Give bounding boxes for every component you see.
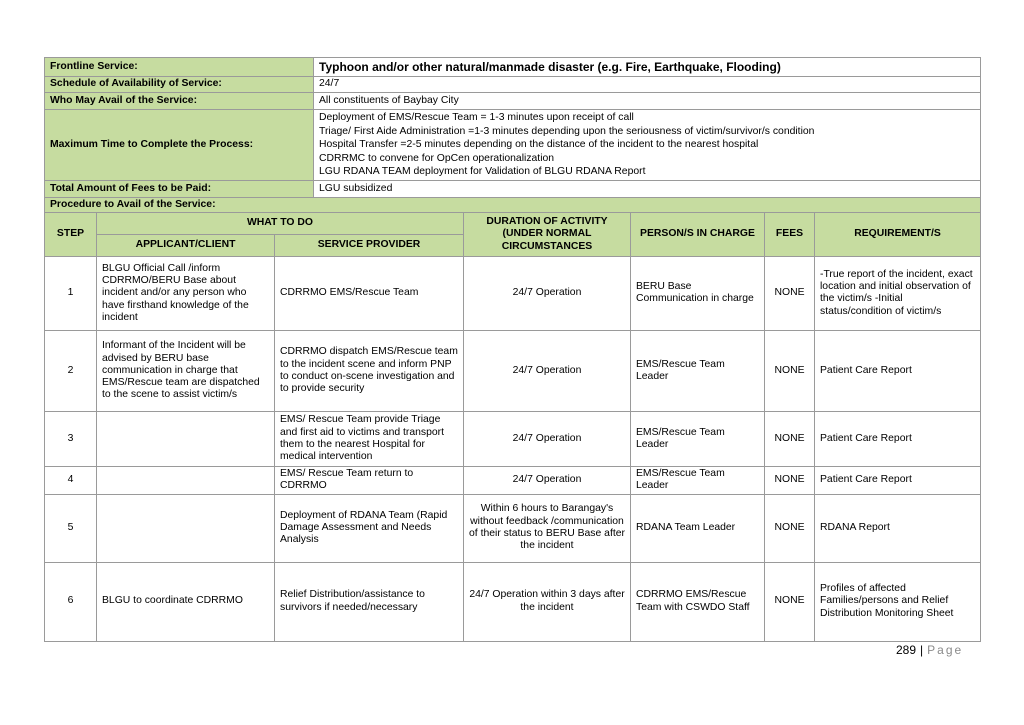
fees-cell: NONE [765, 411, 815, 466]
page-footer [896, 643, 963, 657]
applicant-cell: BLGU to coordinate CDRRMO [97, 562, 275, 641]
provider-cell: EMS/ Rescue Team return to CDRRMO [275, 466, 464, 494]
person-cell: BERU Base Communication in charge [631, 256, 765, 330]
step-number: 1 [45, 256, 97, 330]
max-time-label: Maximum Time to Complete the Process: [45, 110, 314, 181]
requirements-cell: Patient Care Report [815, 466, 981, 494]
step-number: 2 [45, 330, 97, 411]
applicant-cell: Informant of the Incident will be advised by BERU base communication in charge that EMS/Rescue team are dispatched to the scene to assist victim/s [97, 330, 275, 411]
max-time-line: CDRRMC to convene for OpCen operationalization [319, 152, 555, 164]
applicant-cell [97, 494, 275, 562]
provider-cell: Relief Distribution/assistance to survivors if needed/necessary [275, 562, 464, 641]
applicant-cell [97, 411, 275, 466]
person-cell: EMS/Rescue Team Leader [631, 466, 765, 494]
service-info-table [44, 57, 981, 213]
procedure-table [44, 212, 981, 642]
frontline-service-value: Typhoon and/or other natural/manmade disaster (e.g. Fire, Earthquake, Flooding) [314, 58, 981, 77]
requirements-cell: Profiles of affected Families/persons and Relief Distribution Monitoring Sheet [815, 562, 981, 641]
applicant-header: APPLICANT/CLIENT [97, 234, 275, 256]
total-fees-value: LGU subsidized [314, 180, 981, 197]
provider-cell: EMS/ Rescue Team provide Triage and first aid to victims and transport them to the nearest Hospital for medical intervention [275, 411, 464, 466]
frontline-service-label: Frontline Service: [45, 58, 314, 77]
table-row [45, 494, 981, 562]
max-time-line: Triage/ First Aide Administration =1-3 minutes depending upon the seriousness of victim/survivor/s condition [319, 125, 815, 137]
provider-cell: CDRRMO dispatch EMS/Rescue team to the incident scene and inform PNP to conduct on-scene investigation and to provide security [275, 330, 464, 411]
table-row [45, 466, 981, 494]
person-in-charge-header: PERSON/S IN CHARGE [631, 212, 765, 256]
max-time-line: LGU RDANA TEAM deployment for Validation of BLGU RDANA Report [319, 166, 646, 178]
fees-cell: NONE [765, 256, 815, 330]
provider-cell: Deployment of RDANA Team (Rapid Damage Assessment and Needs Analysis [275, 494, 464, 562]
fees-cell: NONE [765, 466, 815, 494]
person-cell: CDRRMO EMS/Rescue Team with CSWDO Staff [631, 562, 765, 641]
step-header: STEP [45, 212, 97, 256]
service-provider-header: SERVICE PROVIDER [275, 234, 464, 256]
requirements-cell: RDANA Report [815, 494, 981, 562]
step-number: 5 [45, 494, 97, 562]
table-row [45, 330, 981, 411]
who-may-avail-value: All constituents of Baybay City [314, 93, 981, 110]
total-fees-label: Total Amount of Fees to be Paid: [45, 180, 314, 197]
person-cell: RDANA Team Leader [631, 494, 765, 562]
step-number: 6 [45, 562, 97, 641]
max-time-value [314, 110, 981, 181]
requirements-header: REQUIREMENT/S [815, 212, 981, 256]
duration-header: DURATION OF ACTIVITY (UNDER NORMAL CIRCUMSTANCES [464, 212, 631, 256]
requirements-cell: -True report of the incident, exact location and initial observation of the victim/s -Initial status/condition of victim/s [815, 256, 981, 330]
applicant-cell [97, 466, 275, 494]
fees-cell: NONE [765, 562, 815, 641]
applicant-cell: BLGU Official Call /inform CDRRMO/BERU Base about incident and/or any person who have firsthand knowledge of the incident [97, 256, 275, 330]
schedule-value: 24/7 [314, 77, 981, 93]
duration-cell: Within 6 hours to Barangay's without feedback /communication of their status to BERU Base after the incident [464, 494, 631, 562]
max-time-line: Deployment of EMS/Rescue Team = 1-3 minutes upon receipt of call [319, 112, 634, 123]
table-row [45, 562, 981, 641]
fees-cell: NONE [765, 330, 815, 411]
provider-cell: CDRRMO EMS/Rescue Team [275, 256, 464, 330]
citizen-charter-page [44, 57, 980, 642]
what-to-do-header: WHAT TO DO [97, 212, 464, 234]
duration-cell: 24/7 Operation [464, 466, 631, 494]
fees-cell: NONE [765, 494, 815, 562]
max-time-line: Hospital Transfer =2-5 minutes depending on the distance of the incident to the nearest hospital [319, 139, 759, 151]
step-number: 4 [45, 466, 97, 494]
step-number: 3 [45, 411, 97, 466]
requirements-cell: Patient Care Report [815, 330, 981, 411]
duration-cell: 24/7 Operation [464, 330, 631, 411]
page-number: 289 [896, 643, 917, 657]
table-row [45, 411, 981, 466]
person-cell: EMS/Rescue Team Leader [631, 411, 765, 466]
who-may-avail-label: Who May Avail of the Service: [45, 93, 314, 110]
requirements-cell: Patient Care Report [815, 411, 981, 466]
schedule-label: Schedule of Availability of Service: [45, 77, 314, 93]
duration-cell: 24/7 Operation [464, 411, 631, 466]
page-word: Page [927, 643, 964, 657]
duration-cell: 24/7 Operation [464, 256, 631, 330]
procedure-label: Procedure to Avail of the Service: [45, 197, 981, 212]
person-cell: EMS/Rescue Team Leader [631, 330, 765, 411]
footer-separator: | [920, 643, 924, 657]
table-row [45, 256, 981, 330]
fees-header: FEES [765, 212, 815, 256]
duration-cell: 24/7 Operation within 3 days after the incident [464, 562, 631, 641]
